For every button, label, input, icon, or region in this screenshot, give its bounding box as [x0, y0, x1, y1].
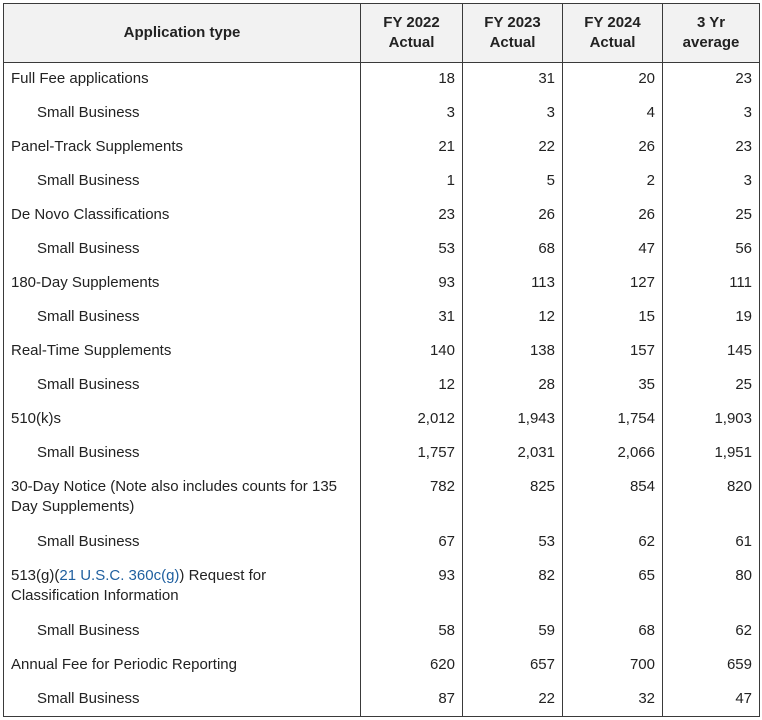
- value-3yr-average: 3: [663, 165, 760, 199]
- value-fy2023: 82: [463, 560, 563, 615]
- value-fy2023: 5: [463, 165, 563, 199]
- value-fy2024: 4: [563, 97, 663, 131]
- row-label-small-business: Small Business: [4, 683, 361, 717]
- value-3yr-average: 56: [663, 233, 760, 267]
- value-fy2024: 47: [563, 233, 663, 267]
- value-3yr-average: 1,951: [663, 437, 760, 471]
- value-fy2024: 854: [563, 471, 663, 526]
- table-row: [4, 649, 760, 683]
- value-fy2023: 26: [463, 199, 563, 233]
- value-fy2023: 825: [463, 471, 563, 526]
- table-row: [4, 267, 760, 301]
- value-3yr-average: 3: [663, 97, 760, 131]
- value-fy2022: 18: [361, 63, 463, 97]
- value-fy2023: 22: [463, 683, 563, 717]
- table-header-row: [4, 4, 760, 63]
- row-label-text: ) Request for Classification Information: [11, 566, 267, 604]
- value-fy2024: 26: [563, 199, 663, 233]
- value-fy2022: 67: [361, 526, 463, 560]
- row-label-small-business: Small Business: [4, 615, 361, 649]
- row-label: 30-Day Notice (Note also includes counts for 135 Day Supplements): [4, 471, 361, 526]
- value-fy2024: 35: [563, 369, 663, 403]
- value-fy2023: 59: [463, 615, 563, 649]
- value-3yr-average: 25: [663, 199, 760, 233]
- value-fy2023: 138: [463, 335, 563, 369]
- row-label-small-business: Small Business: [4, 233, 361, 267]
- row-label: Annual Fee for Periodic Reporting: [4, 649, 361, 683]
- row-label: Full Fee applications: [4, 63, 361, 97]
- table-row: [4, 526, 760, 560]
- value-fy2023: 22: [463, 131, 563, 165]
- value-3yr-average: 19: [663, 301, 760, 335]
- value-3yr-average: 145: [663, 335, 760, 369]
- value-3yr-average: 25: [663, 369, 760, 403]
- table-row: [4, 335, 760, 369]
- value-fy2023: 28: [463, 369, 563, 403]
- row-label: 180-Day Supplements: [4, 267, 361, 301]
- value-fy2024: 26: [563, 131, 663, 165]
- value-fy2024: 2,066: [563, 437, 663, 471]
- value-fy2023: 657: [463, 649, 563, 683]
- header-fy2022: FY 2022 Actual: [361, 4, 463, 63]
- value-3yr-average: 80: [663, 560, 760, 615]
- row-label-small-business: Small Business: [4, 526, 361, 560]
- value-fy2022: 31: [361, 301, 463, 335]
- value-fy2023: 3: [463, 97, 563, 131]
- value-fy2022: 2,012: [361, 403, 463, 437]
- value-fy2024: 68: [563, 615, 663, 649]
- row-label-text: 513(g)(: [11, 566, 60, 584]
- value-fy2022: 782: [361, 471, 463, 526]
- row-label-small-business: Small Business: [4, 301, 361, 335]
- value-fy2022: 23: [361, 199, 463, 233]
- value-3yr-average: 111: [663, 267, 760, 301]
- value-fy2023: 2,031: [463, 437, 563, 471]
- value-fy2022: 53: [361, 233, 463, 267]
- table-row: [4, 615, 760, 649]
- table-row: [4, 131, 760, 165]
- value-fy2023: 12: [463, 301, 563, 335]
- row-label-small-business: Small Business: [4, 437, 361, 471]
- value-fy2024: 62: [563, 526, 663, 560]
- value-fy2023: 53: [463, 526, 563, 560]
- header-fy2024: FY 2024 Actual: [563, 4, 663, 63]
- table-row: [4, 369, 760, 403]
- value-3yr-average: 1,903: [663, 403, 760, 437]
- table-row: [4, 199, 760, 233]
- table-row: [4, 97, 760, 131]
- value-fy2024: 2: [563, 165, 663, 199]
- value-fy2022: 21: [361, 131, 463, 165]
- value-fy2022: 620: [361, 649, 463, 683]
- value-fy2022: 140: [361, 335, 463, 369]
- value-fy2022: 12: [361, 369, 463, 403]
- row-label: Panel-Track Supplements: [4, 131, 361, 165]
- value-fy2023: 1,943: [463, 403, 563, 437]
- table-row: [4, 301, 760, 335]
- table-row: [4, 471, 760, 526]
- table-row: [4, 683, 760, 717]
- value-fy2024: 20: [563, 63, 663, 97]
- statute-link[interactable]: 21 U.S.C. 360c(g): [59, 566, 180, 584]
- row-label-small-business: Small Business: [4, 165, 361, 199]
- row-label-small-business: Small Business: [4, 369, 361, 403]
- table-row: [4, 63, 760, 97]
- value-fy2024: 127: [563, 267, 663, 301]
- value-fy2024: 32: [563, 683, 663, 717]
- value-fy2024: 700: [563, 649, 663, 683]
- table-row: [4, 560, 760, 615]
- row-label: [4, 560, 361, 615]
- value-3yr-average: 62: [663, 615, 760, 649]
- row-label-small-business: Small Business: [4, 97, 361, 131]
- value-fy2022: 1,757: [361, 437, 463, 471]
- value-3yr-average: 47: [663, 683, 760, 717]
- table-row: [4, 437, 760, 471]
- header-3yr-average: 3 Yr average: [663, 4, 760, 63]
- value-fy2024: 157: [563, 335, 663, 369]
- value-fy2023: 31: [463, 63, 563, 97]
- value-fy2022: 58: [361, 615, 463, 649]
- value-fy2022: 93: [361, 560, 463, 615]
- value-3yr-average: 820: [663, 471, 760, 526]
- value-3yr-average: 659: [663, 649, 760, 683]
- value-fy2022: 93: [361, 267, 463, 301]
- row-label: Real-Time Supplements: [4, 335, 361, 369]
- value-fy2024: 15: [563, 301, 663, 335]
- value-fy2022: 3: [361, 97, 463, 131]
- value-fy2023: 68: [463, 233, 563, 267]
- value-fy2024: 65: [563, 560, 663, 615]
- value-fy2022: 87: [361, 683, 463, 717]
- value-3yr-average: 23: [663, 131, 760, 165]
- table-row: [4, 403, 760, 437]
- row-label: De Novo Classifications: [4, 199, 361, 233]
- value-fy2022: 1: [361, 165, 463, 199]
- value-3yr-average: 61: [663, 526, 760, 560]
- value-3yr-average: 23: [663, 63, 760, 97]
- table-row: [4, 165, 760, 199]
- header-fy2023: FY 2023 Actual: [463, 4, 563, 63]
- header-application-type: Application type: [4, 4, 361, 63]
- row-label: 510(k)s: [4, 403, 361, 437]
- application-counts-table: [3, 3, 760, 717]
- value-fy2023: 113: [463, 267, 563, 301]
- table-row: [4, 233, 760, 267]
- value-fy2024: 1,754: [563, 403, 663, 437]
